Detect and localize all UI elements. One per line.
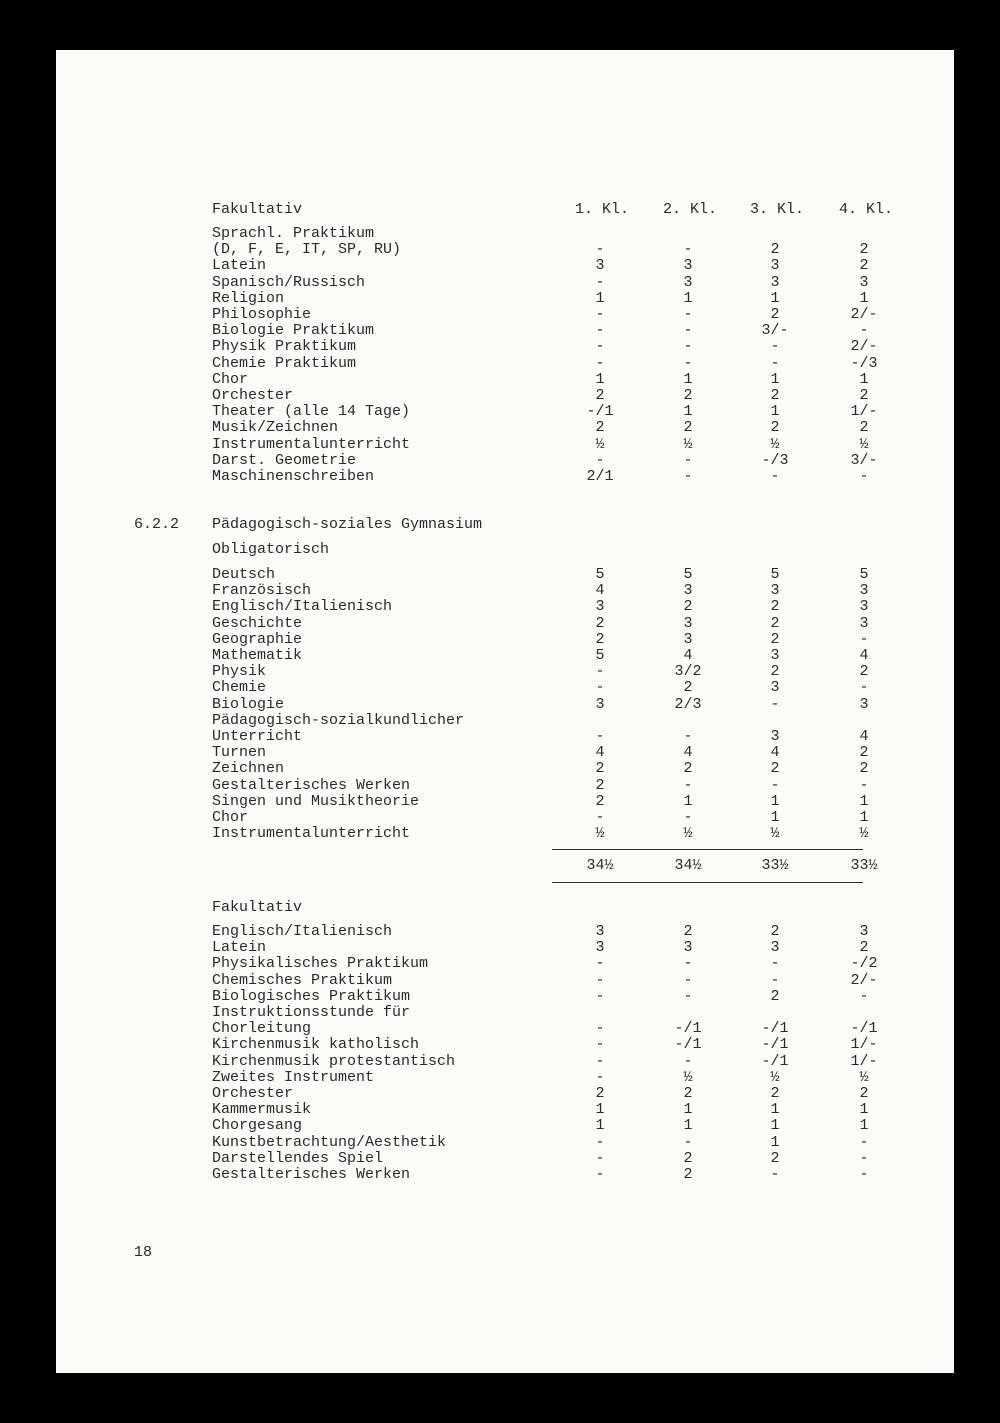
hours-value: 2 [683,923,693,940]
hours-value: 3 [595,695,605,713]
hours-value: - [595,322,605,340]
hours-value: 2 [770,1085,780,1102]
hours-value: 4 [595,582,605,600]
hours-value: 2/- [850,971,878,989]
hours-value: 2/- [850,306,878,323]
hours-value: - [595,338,605,356]
hours-value: 2 [770,241,780,259]
document-body [56,50,954,1373]
hours-value: - [595,1052,605,1070]
subject-label: Instruktionsstunde für [212,1004,411,1021]
hours-value: 4 [859,728,869,745]
hours-value: 1 [859,289,869,307]
hours-value: - [595,1149,605,1167]
subject-label: Biologie [212,695,285,713]
hours-value: 1 [770,1133,780,1151]
hours-value: ½ [859,1068,869,1086]
hours-value: 1 [859,809,869,826]
hours-value: 2 [683,387,693,404]
hours-value: - [595,679,605,697]
total-value: 34½ [674,857,702,874]
hours-value: 2 [770,306,780,323]
subject-label: Zeichnen [212,760,285,778]
hours-value: 2 [595,630,605,648]
hours-value: -/1 [761,1020,789,1038]
hours-value: 2 [770,987,780,1005]
hours-value: 2 [859,663,869,681]
hours-value: 3/- [850,451,878,469]
section-title: Pädagogisch-soziales Gymnasium [212,516,483,533]
hours-value: 1 [859,1117,869,1135]
hours-value: 1 [683,1101,693,1119]
page-number: 18 [134,1244,153,1261]
subject-label: Instrumentalunterricht [212,435,411,453]
subject-label: Geographie [212,630,303,648]
hours-value: -/1 [674,1020,702,1038]
hours-value: 2 [859,257,869,275]
hours-value: 2 [595,419,605,437]
subject-label: Physik Praktikum [212,338,357,356]
hours-value: 1/- [850,1036,878,1054]
hours-value: ½ [595,825,605,843]
document-page [56,50,954,1373]
hours-value: 3 [770,728,780,745]
hours-value: ½ [770,825,780,843]
hours-value: 1 [595,1101,605,1119]
section-number: 6.2.2 [134,516,180,533]
hours-value: 2 [683,1166,693,1183]
hours-value: - [595,728,605,745]
subject-label: Chorgesang [212,1117,303,1135]
hours-value: 3 [859,273,869,291]
hours-value: - [859,322,869,340]
hours-value: 5 [770,566,780,583]
hours-value: 2/1 [586,468,614,485]
subject-label: Orchester [212,1085,294,1102]
hours-value: - [770,468,780,485]
subject-label: Chorleitung [212,1020,312,1038]
hours-value: 2 [770,663,780,681]
hours-value: - [595,955,605,973]
total-value: 33½ [850,857,878,874]
hours-value: - [859,468,869,485]
column-header: 2. Kl. [663,201,718,218]
hours-value: 2 [683,1085,693,1102]
hours-value: 2 [859,241,869,259]
hours-value: - [595,1133,605,1151]
total-rule-bottom [552,882,863,883]
subject-label: Kunstbetrachtung/Aesthetik [212,1133,447,1151]
subject-label: Darst. Geometrie [212,451,357,469]
hours-value: 1 [859,1101,869,1119]
hours-value: - [859,776,869,794]
hours-value: 4 [683,647,693,664]
subject-label: Theater (alle 14 Tage) [212,403,411,421]
subject-label: Maschinenschreiben [212,468,375,485]
hours-value: ½ [770,1068,780,1086]
hours-value: 2 [770,598,780,616]
hours-value: - [595,354,605,372]
hours-value: 2 [770,614,780,632]
hours-value: - [683,338,693,356]
hours-value: 2 [859,1085,869,1102]
hours-value: 2 [770,923,780,940]
hours-value: -/1 [850,1020,878,1038]
hours-value: 3 [683,257,693,275]
hours-value: 2 [770,419,780,437]
hours-value: -/1 [586,403,614,421]
subject-label: Physikalisches Praktikum [212,955,429,973]
hours-value: 3 [595,923,605,940]
hours-value: 3 [683,939,693,957]
hours-value: 2 [595,760,605,778]
hours-value: - [683,809,693,826]
hours-value: 1 [770,370,780,388]
subject-label: Turnen [212,744,267,762]
subject-label: Orchester [212,387,294,404]
subject-label: Chemie Praktikum [212,354,357,372]
hours-value: 3 [859,695,869,713]
hours-value: - [770,338,780,356]
hours-value: 2 [595,1085,605,1102]
hours-value: 3 [770,679,780,697]
hours-value: - [595,241,605,259]
hours-value: 1 [595,1117,605,1135]
hours-value: - [683,971,693,989]
subject-label: (D, F, E, IT, SP, RU) [212,241,402,259]
hours-value: - [595,987,605,1005]
hours-value: - [683,776,693,794]
hours-value: - [683,451,693,469]
hours-value: 3 [683,630,693,648]
hours-value: 1 [683,289,693,307]
hours-value: ½ [770,435,780,453]
hours-value: 1 [770,792,780,810]
hours-value: - [595,451,605,469]
subject-label: Latein [212,257,267,275]
hours-value: -/3 [850,354,878,372]
subject-label: Geschichte [212,614,303,632]
hours-value: 1 [683,403,693,421]
hours-value: - [683,354,693,372]
hours-value: - [595,1036,605,1054]
hours-value: - [859,987,869,1005]
hours-value: 1 [683,1117,693,1135]
subject-label: Musik/Zeichnen [212,419,339,437]
hours-value: - [859,679,869,697]
hours-value: 3 [683,614,693,632]
hours-value: - [683,1133,693,1151]
hours-value: 1 [859,370,869,388]
hours-value: 5 [595,566,605,583]
hours-value: 2 [683,760,693,778]
hours-value: - [683,987,693,1005]
column-header: 1. Kl. [575,201,630,218]
hours-value: 1 [683,792,693,810]
hours-value: ½ [683,435,693,453]
subject-label: Instrumentalunterricht [212,825,411,843]
hours-value: 2 [595,614,605,632]
hours-value: 3 [770,939,780,957]
subject-label: Chor [212,809,249,826]
hours-value: 4 [770,744,780,762]
hours-value: 1 [683,370,693,388]
hours-value: - [683,322,693,340]
hours-value: -/1 [674,1036,702,1054]
hours-value: 3 [683,273,693,291]
hours-value: - [859,1133,869,1151]
subject-label: Religion [212,289,285,307]
subject-label: Kammermusik [212,1101,312,1119]
column-header: 3. Kl. [750,201,805,218]
hours-value: - [683,955,693,973]
hours-value: - [595,663,605,681]
hours-value: 4 [595,744,605,762]
subject-label: Mathematik [212,647,303,664]
hours-value: 2 [683,419,693,437]
subject-label: Philosophie [212,306,312,323]
subject-label: Latein [212,939,267,957]
total-value: 34½ [586,857,614,874]
subject-label: Biologisches Praktikum [212,987,411,1005]
subject-label: Unterricht [212,728,303,745]
hours-value: - [683,1052,693,1070]
header-title: Fakultativ [212,201,303,218]
hours-value: - [770,695,780,713]
hours-value: 2 [595,792,605,810]
subject-label: Darstellendes Spiel [212,1149,384,1167]
hours-value: 1 [770,1101,780,1119]
hours-value: - [770,776,780,794]
hours-value: 3 [770,257,780,275]
hours-value: 3 [859,598,869,616]
hours-value: 3 [683,582,693,600]
subject-label: Englisch/Italienisch [212,923,393,940]
hours-value: 3 [859,582,869,600]
hours-value: 1 [770,1117,780,1135]
hours-value: -/1 [761,1052,789,1070]
hours-value: ½ [595,435,605,453]
hours-value: 2 [770,387,780,404]
subject-label: Spanisch/Russisch [212,273,366,291]
hours-value: - [595,306,605,323]
hours-value: - [859,1149,869,1167]
subject-label: Biologie Praktikum [212,322,375,340]
subject-label: Singen und Musiktheorie [212,792,420,810]
hours-value: 2 [770,1149,780,1167]
subheading-fakultativ: Fakultativ [212,899,303,916]
hours-value: - [770,971,780,989]
hours-value: 3/2 [674,663,702,681]
subject-label: Pädagogisch-sozialkundlicher [212,711,465,729]
hours-value: 2 [859,387,869,404]
hours-value: - [683,306,693,323]
hours-value: 2/- [850,338,878,356]
hours-value: - [683,468,693,485]
hours-value: - [595,1020,605,1038]
hours-value: - [859,1166,869,1183]
subject-label: Chemie [212,679,267,697]
subject-label: Kirchenmusik protestantisch [212,1052,456,1070]
subject-label: Englisch/Italienisch [212,598,393,616]
hours-value: 3 [595,257,605,275]
hours-value: 1 [770,809,780,826]
column-header: 4. Kl. [839,201,894,218]
hours-value: 1 [770,289,780,307]
hours-value: -/3 [761,451,789,469]
hours-value: 2/3 [674,695,702,713]
subject-label: Chemisches Praktikum [212,971,393,989]
hours-value: 2 [595,776,605,794]
hours-value: 2 [595,387,605,404]
hours-value: 2 [859,760,869,778]
hours-value: - [859,630,869,648]
hours-value: 3 [595,598,605,616]
hours-value: - [595,809,605,826]
hours-value: 2 [770,760,780,778]
hours-value: ½ [859,435,869,453]
subject-label: Physik [212,663,267,681]
hours-value: - [770,955,780,973]
hours-value: ½ [683,825,693,843]
subheading-obligatorisch: Obligatorisch [212,541,330,558]
subject-label: Zweites Instrument [212,1068,375,1086]
hours-value: 2 [859,939,869,957]
hours-value: ½ [683,1068,693,1086]
subject-label: Gestalterisches Werken [212,776,411,794]
hours-value: 1/- [850,403,878,421]
hours-value: 3 [770,273,780,291]
hours-value: 3 [859,923,869,940]
subject-label: Kirchenmusik katholisch [212,1036,420,1054]
hours-value: 3 [770,647,780,664]
hours-value: 2 [683,679,693,697]
hours-value: -/2 [850,955,878,973]
hours-value: 5 [859,566,869,583]
hours-value: ½ [859,825,869,843]
hours-value: - [770,354,780,372]
subject-label: Chor [212,370,249,388]
hours-value: 1 [770,403,780,421]
hours-value: - [595,971,605,989]
hours-value: -/1 [761,1036,789,1054]
hours-value: - [595,273,605,291]
hours-value: 3 [859,614,869,632]
subject-label: Französisch [212,582,312,600]
hours-value: 4 [859,647,869,664]
hours-value: 5 [683,566,693,583]
hours-value: 2 [770,630,780,648]
hours-value: - [595,1068,605,1086]
hours-value: 1 [859,792,869,810]
subject-label: Deutsch [212,566,276,583]
total-rule-top [552,849,863,850]
hours-value: - [683,728,693,745]
subject-label: Gestalterisches Werken [212,1166,411,1183]
hours-value: - [595,1166,605,1183]
hours-value: - [683,241,693,259]
hours-value: 1 [595,370,605,388]
hours-value: 2 [683,1149,693,1167]
total-value: 33½ [761,857,789,874]
hours-value: 3/- [761,322,789,340]
subject-label: Sprachl. Praktikum [212,225,375,242]
hours-value: 3 [770,582,780,600]
hours-value: 4 [683,744,693,762]
hours-value: 1/- [850,1052,878,1070]
hours-value: 2 [859,744,869,762]
hours-value: - [770,1166,780,1183]
hours-value: 3 [595,939,605,957]
hours-value: 1 [595,289,605,307]
hours-value: 2 [859,419,869,437]
hours-value: 5 [595,647,605,664]
hours-value: 2 [683,598,693,616]
